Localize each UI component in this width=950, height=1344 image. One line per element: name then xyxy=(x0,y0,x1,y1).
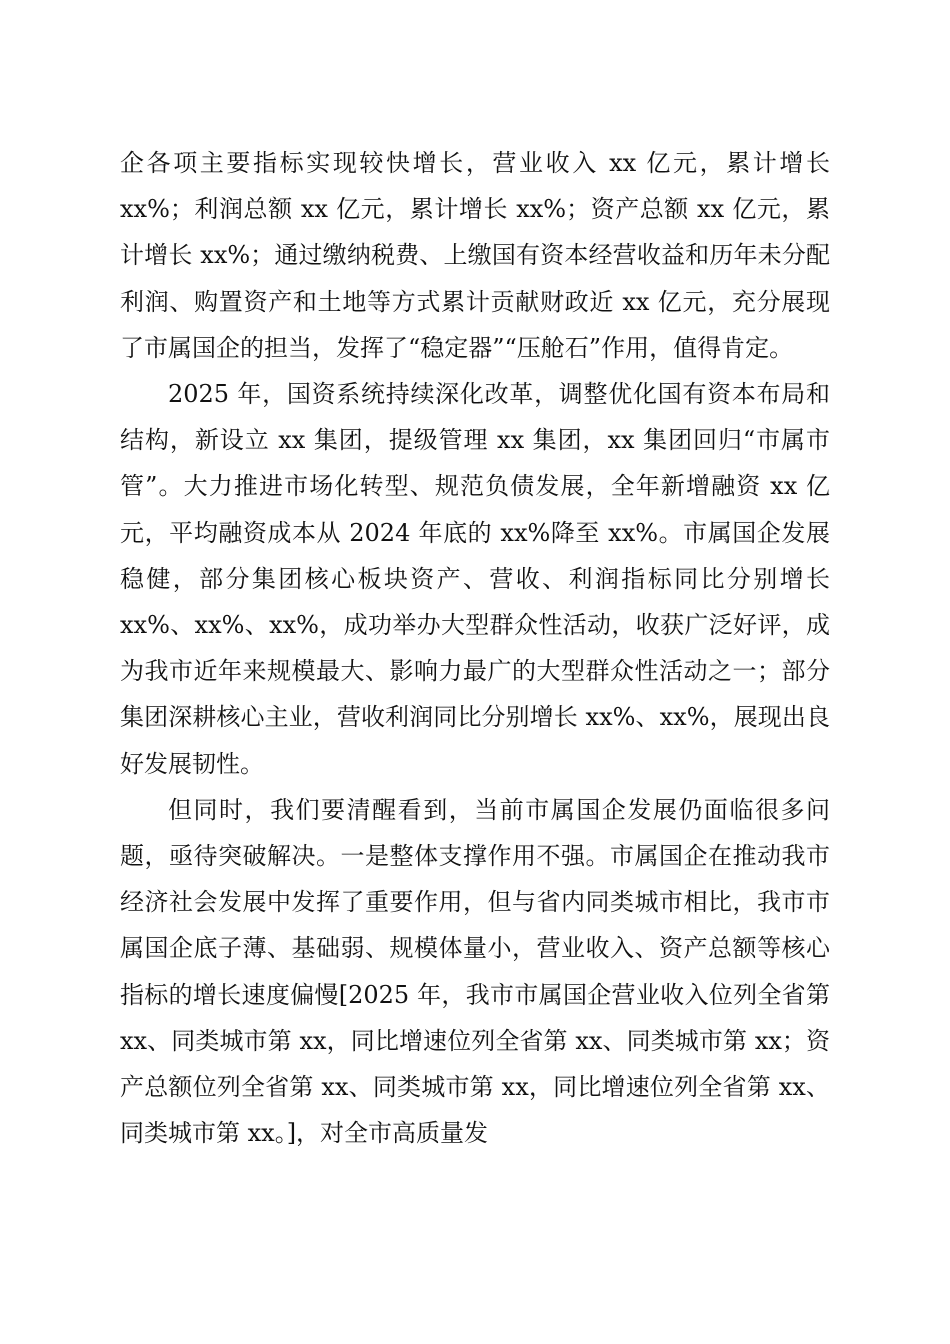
paragraph-problems: 但同时，我们要清醒看到，当前市属国企发展仍面临很多问题，亟待突破解决。一是整体支撑作用不强。市属国企在推动我市经济社会发展中发挥了重要作用，但与省内同类城市相比，我市市属国企底子薄、基础弱、规模体量小，营业收入、资产总额等核心指标的增长速度偏慢[2025 年，我市市属国企营业收入位列全省第 xx、同类城市第 xx，同比增速位列全省第 xx、同类城市第 xx；资产总额位列全省第 xx、同类城市第 xx，同比增速位列全省第 xx、同类城市第 xx。]，对全市高质量发 xyxy=(120,795,830,1148)
paragraph-continued: 企各项主要指标实现较快增长，营业收入 xx 亿元，累计增长 xx%；利润总额 xx 亿元，累计增长 xx%；资产总额 xx 亿元，累计增长 xx%；通过缴纳税费、上缴国有资本经营收益和历年未分配利润、购置资产和土地等方式累计贡献财政近 xx 亿元，充分展现了市属国企的担当，发挥了“稳定器”“压舱石”作用，值得肯定。 xyxy=(120,149,830,362)
paragraph-reform-2025: 2025 年，国资系统持续深化改革，调整优化国有资本布局和结构，新设立 xx 集团，提级管理 xx 集团，xx 集团回归“市属市管”。大力推进市场化转型、规范负债发展，全年新增融资 xx 亿元，平均融资成本从 2024 年底的 xx%降至 xx%。市属国企发展稳健，部分集团核心板块资产、营收、利润指标同比分别增长 xx%、xx%、xx%，成功举办大型群众性活动，收获广泛好评，成为我市近年来规模最大、影响力最广的大型群众性活动之一；部分集团深耕核心主业，营收利润同比分别增长 xx%、xx%，展现出良好发展韧性。 xyxy=(120,380,830,778)
document-body xyxy=(120,140,830,1156)
